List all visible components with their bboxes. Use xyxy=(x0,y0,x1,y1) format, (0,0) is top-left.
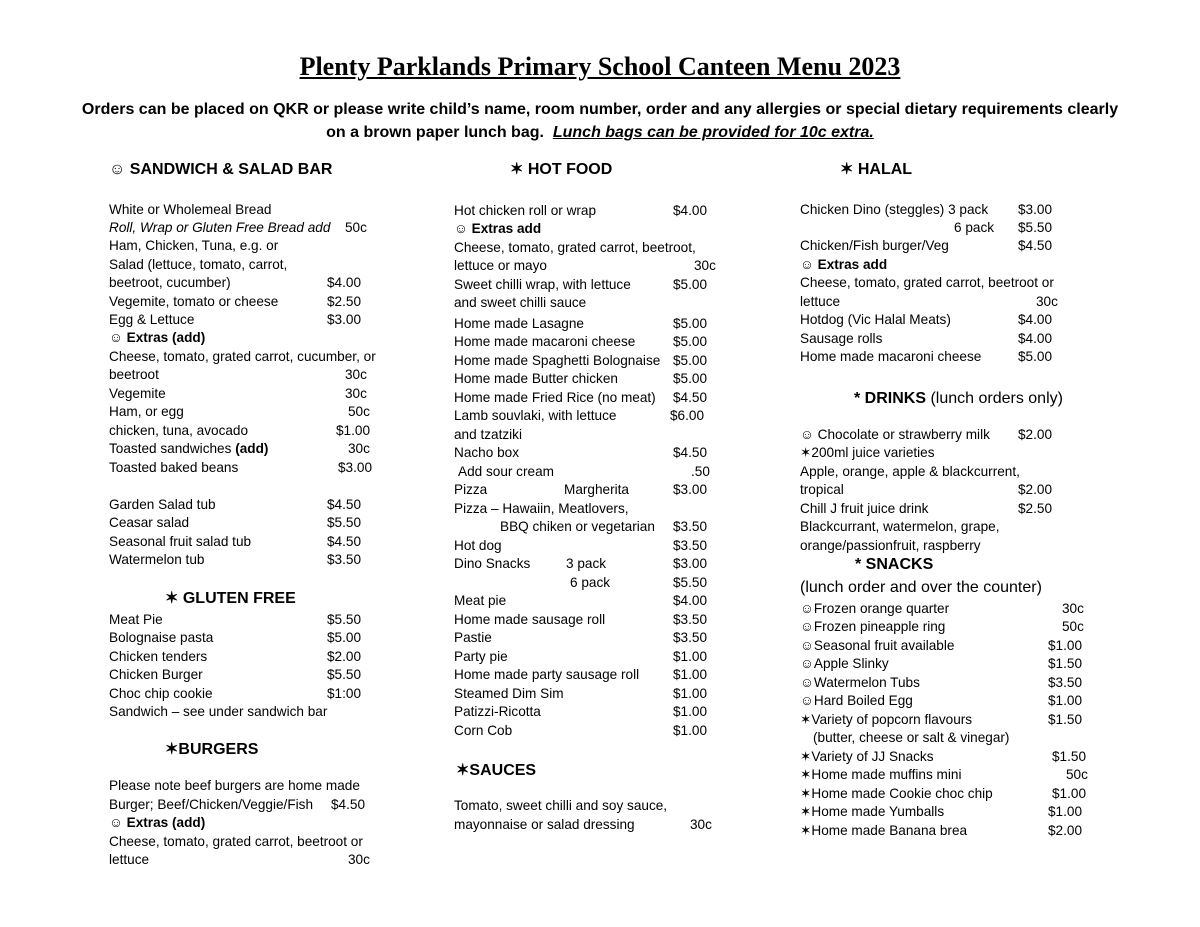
menu-item: Cheese, tomato, grated carrot, beetroot or xyxy=(800,275,1054,290)
menu-price: 50c xyxy=(348,404,370,419)
intro-text xyxy=(80,98,1120,144)
menu-item: Blackcurrant, watermelon, grape, xyxy=(800,519,1000,534)
menu-item: ✶200ml juice varieties xyxy=(800,445,935,460)
menu-item: lettuce xyxy=(800,294,841,309)
menu-item: Chicken Burger xyxy=(109,667,203,682)
menu-item: Meat pie xyxy=(454,593,507,608)
menu-item-text: Toasted sandwiches xyxy=(109,441,236,456)
menu-item: Choc chip cookie xyxy=(109,686,213,701)
menu-item: Dino Snacks xyxy=(454,556,531,571)
menu-item: lettuce or mayo xyxy=(454,258,547,273)
menu-price: $5.50 xyxy=(327,515,362,530)
menu-item: ✶Variety of JJ Snacks xyxy=(800,749,934,764)
menu-price: $5.00 xyxy=(673,353,708,368)
menu-item: (butter, cheese or salt & vinegar) xyxy=(813,730,1010,745)
menu-price: $3.00 xyxy=(338,460,373,475)
menu-price: $4.00 xyxy=(673,593,708,608)
menu-item: Toasted baked beans xyxy=(109,460,239,475)
menu-item: ☺ Chocolate or strawberry milk xyxy=(800,427,990,442)
menu-price: $4.00 xyxy=(327,275,362,290)
menu-price: 30c xyxy=(348,852,370,867)
menu-price: $3.50 xyxy=(1048,675,1083,690)
menu-item: Burger; Beef/Chicken/Veggie/Fish xyxy=(109,797,314,812)
menu-item: Pastie xyxy=(454,630,492,645)
menu-price: $3.00 xyxy=(673,556,708,571)
menu-item: Ham, Chicken, Tuna, e.g. or xyxy=(109,238,279,253)
menu-item: Pizza xyxy=(454,482,488,497)
menu-price: $2.00 xyxy=(327,649,362,664)
menu-price: $4.50 xyxy=(327,497,362,512)
menu-price: $4.50 xyxy=(673,390,708,405)
menu-item: ✶Home made Banana brea xyxy=(800,823,968,838)
menu-item: Vegemite, tomato or cheese xyxy=(109,294,279,309)
menu-price: $3.50 xyxy=(673,519,708,534)
menu-price: 30c xyxy=(345,386,367,401)
menu-item: ☺Frozen pineapple ring xyxy=(800,619,946,634)
menu-price: 30c xyxy=(690,817,712,832)
menu-item: Roll, Wrap or Gluten Free Bread add xyxy=(109,220,331,235)
menu-item: and tzatziki xyxy=(454,427,523,442)
menu-item: Sweet chilli wrap, with lettuce xyxy=(454,277,631,292)
menu-price: $2.50 xyxy=(327,294,362,309)
menu-item: Home made sausage roll xyxy=(454,612,606,627)
menu-item: Sausage rolls xyxy=(800,331,883,346)
menu-item: Add sour cream xyxy=(458,464,554,479)
menu-item: Hotdog (Vic Halal Meats) xyxy=(800,312,951,327)
menu-item: Pizza – Hawaiin, Meatlovers, xyxy=(454,501,629,516)
menu-price: $1.00 xyxy=(673,686,708,701)
menu-price: $4.00 xyxy=(1018,312,1053,327)
menu-item: Garden Salad tub xyxy=(109,497,216,512)
menu-item: ☺Apple Slinky xyxy=(800,656,889,671)
menu-price: $3.00 xyxy=(327,312,362,327)
drinks-heading xyxy=(854,390,1063,408)
menu-price: $3.50 xyxy=(673,538,708,553)
menu-item: Salad (lettuce, tomato, carrot, xyxy=(109,257,288,272)
menu-item: Chicken tenders xyxy=(109,649,208,664)
menu-item: Chicken/Fish burger/Veg xyxy=(800,238,949,253)
menu-item: White or Wholemeal Bread xyxy=(109,202,272,217)
menu-item: Steamed Dim Sim xyxy=(454,686,564,701)
menu-item: Cheese, tomato, grated carrot, beetroot or xyxy=(109,834,363,849)
menu-price: $3.00 xyxy=(673,482,708,497)
menu-item: Margherita xyxy=(564,482,629,497)
menu-price: $1.00 xyxy=(673,704,708,719)
menu-item: ✶Home made Cookie choc chip xyxy=(800,786,993,801)
menu-item: and sweet chilli sauce xyxy=(454,295,587,310)
menu-price: $3.00 xyxy=(1018,202,1053,217)
sandwich-salad-heading: ☺ SANDWICH & SALAD BAR xyxy=(109,161,333,178)
menu-item: BBQ chiken or vegetarian xyxy=(500,519,655,534)
drinks-heading-bold: * DRINKS xyxy=(854,390,927,407)
menu-item: 3 pack xyxy=(566,556,607,571)
menu-item: Home made Lasagne xyxy=(454,316,584,331)
menu-price: $5.00 xyxy=(1018,349,1053,364)
menu-price: $5.00 xyxy=(673,316,708,331)
menu-item: orange/passionfruit, raspberry xyxy=(800,538,981,553)
menu-price: $4.50 xyxy=(1018,238,1053,253)
menu-item: Corn Cob xyxy=(454,723,513,738)
menu-item: 6 pack xyxy=(570,575,611,590)
menu-item: ☺Frozen orange quarter xyxy=(800,601,950,616)
menu-item: Sandwich – see under sandwich bar xyxy=(109,704,328,719)
menu-item: Home made Fried Rice (no meat) xyxy=(454,390,656,405)
menu-price: 30c xyxy=(1036,294,1058,309)
menu-price: $1.00 xyxy=(336,423,371,438)
menu-item: mayonnaise or salad dressing xyxy=(454,817,635,832)
menu-price: $1.00 xyxy=(673,723,708,738)
menu-price: $4.50 xyxy=(331,797,366,812)
menu-item: lettuce xyxy=(109,852,150,867)
menu-item: Home made macaroni cheese xyxy=(454,334,636,349)
menu-item: Home made Butter chicken xyxy=(454,371,618,386)
menu-price: $4.50 xyxy=(673,445,708,460)
menu-price: $1.50 xyxy=(1052,749,1087,764)
menu-item: Home made party sausage roll xyxy=(454,667,640,682)
menu-item: Party pie xyxy=(454,649,508,664)
menu-item-add: (add) xyxy=(235,441,269,456)
lunch-bag-note: Lunch bags can be provided for 10c extra. xyxy=(552,124,874,141)
menu-item: Ceasar salad xyxy=(109,515,190,530)
menu-item: ☺Hard Boiled Egg xyxy=(800,693,913,708)
menu-item: Seasonal fruit salad tub xyxy=(109,534,252,549)
menu-price: $1.00 xyxy=(1048,693,1083,708)
burgers-heading: ✶BURGERS xyxy=(165,741,259,758)
menu-price: 50c xyxy=(345,220,367,235)
extras-label: ☺ Extras (add) xyxy=(109,330,206,345)
menu-item: Watermelon tub xyxy=(109,552,205,567)
menu-item: Home made macaroni cheese xyxy=(800,349,982,364)
menu-price: $4.00 xyxy=(1018,331,1053,346)
menu-price: 30c xyxy=(345,367,367,382)
menu-item: Meat Pie xyxy=(109,612,163,627)
halal-heading: ✶ HALAL xyxy=(840,161,913,178)
menu-item: ☺Seasonal fruit available xyxy=(800,638,955,653)
menu-item: Chicken Dino (steggles) 3 pack xyxy=(800,202,989,217)
menu-price: $5.00 xyxy=(673,371,708,386)
extras-label: ☺ Extras add xyxy=(454,221,542,236)
menu-price: $5.00 xyxy=(327,630,362,645)
menu-price: $5.00 xyxy=(673,277,708,292)
menu-price: $4.00 xyxy=(673,203,708,218)
menu-item xyxy=(109,440,268,458)
menu-price: 50c xyxy=(1066,767,1088,782)
sauces-heading: ✶SAUCES xyxy=(456,762,537,779)
menu-item: Hot chicken roll or wrap xyxy=(454,203,597,218)
menu-item: Home made Spaghetti Bolognaise xyxy=(454,353,661,368)
menu-item: Hot dog xyxy=(454,538,502,553)
menu-price: $2.50 xyxy=(1018,501,1053,516)
menu-item: chicken, tuna, avocado xyxy=(109,423,249,438)
drinks-heading-note: (lunch orders only) xyxy=(926,390,1063,407)
menu-item: ✶Home made Yumballs xyxy=(800,804,945,819)
menu-item: tropical xyxy=(800,482,844,497)
menu-price: 50c xyxy=(1062,619,1084,634)
menu-price: 30c xyxy=(1062,601,1084,616)
menu-price: $1:00 xyxy=(327,686,362,701)
intro-line2: on a brown paper lunch bag. xyxy=(326,124,544,141)
extras-label: ☺ Extras add xyxy=(800,257,888,272)
menu-item: ✶Home made muffins mini xyxy=(800,767,962,782)
menu-price: $1.50 xyxy=(1048,656,1083,671)
menu-price: $1.00 xyxy=(673,667,708,682)
menu-price: $1.50 xyxy=(1048,712,1083,727)
menu-item: ✶Variety of popcorn flavours xyxy=(800,712,973,727)
menu-price: $3.50 xyxy=(673,630,708,645)
menu-price: $1.00 xyxy=(1048,804,1083,819)
menu-item: Vegemite xyxy=(109,386,166,401)
extras-label: ☺ Extras (add) xyxy=(109,815,206,830)
hot-food-heading: ✶ HOT FOOD xyxy=(510,161,613,178)
menu-price: $2.00 xyxy=(1018,427,1053,442)
menu-item: Chill J fruit juice drink xyxy=(800,501,929,516)
gluten-free-heading: ✶ GLUTEN FREE xyxy=(165,590,296,607)
page-title: Plenty Parklands Primary School Canteen Menu 2023 xyxy=(299,52,901,81)
menu-item: Apple, orange, apple & blackcurrent, xyxy=(800,464,1020,479)
snacks-subheading: (lunch order and over the counter) xyxy=(800,579,1042,596)
menu-item: beetroot, cucumber) xyxy=(109,275,231,290)
menu-item: Egg & Lettuce xyxy=(109,312,195,327)
menu-item: Please note beef burgers are home made xyxy=(109,778,360,793)
menu-price: .50 xyxy=(691,464,710,479)
menu-price: $6.00 xyxy=(670,408,705,423)
menu-price: $3.50 xyxy=(673,612,708,627)
menu-price: $1.00 xyxy=(1052,786,1087,801)
menu-price: $3.50 xyxy=(327,552,362,567)
menu-item: beetroot xyxy=(109,367,159,382)
menu-item: Bolognaise pasta xyxy=(109,630,214,645)
menu-item: Ham, or egg xyxy=(109,404,184,419)
menu-price: $1.00 xyxy=(673,649,708,664)
menu-item: Tomato, sweet chilli and soy sauce, xyxy=(454,798,668,813)
menu-price: $1.00 xyxy=(1048,638,1083,653)
menu-price: $5.50 xyxy=(673,575,708,590)
menu-price: $5.50 xyxy=(1018,220,1053,235)
snacks-heading: * SNACKS xyxy=(855,556,934,573)
menu-item: Nacho box xyxy=(454,445,519,460)
menu-item: Cheese, tomato, grated carrot, beetroot, xyxy=(454,240,696,255)
menu-price: $2.00 xyxy=(1048,823,1083,838)
menu-price: 30c xyxy=(348,441,370,456)
menu-item: Patizzi-Ricotta xyxy=(454,704,541,719)
menu-item: Cheese, tomato, grated carrot, cucumber, or xyxy=(109,349,376,364)
menu-price: $5.50 xyxy=(327,612,362,627)
menu-price: $2.00 xyxy=(1018,482,1053,497)
menu-item: 6 pack xyxy=(954,220,995,235)
menu-item: ☺Watermelon Tubs xyxy=(800,675,920,690)
menu-price: 30c xyxy=(694,258,716,273)
menu-price: $4.50 xyxy=(327,534,362,549)
menu-item: Lamb souvlaki, with lettuce xyxy=(454,408,617,423)
menu-price: $5.00 xyxy=(673,334,708,349)
intro-line1: Orders can be placed on QKR or please write child’s name, room number, order and any allergies or special dietary requirements clearly xyxy=(81,101,1119,118)
menu-price: $5.50 xyxy=(327,667,362,682)
